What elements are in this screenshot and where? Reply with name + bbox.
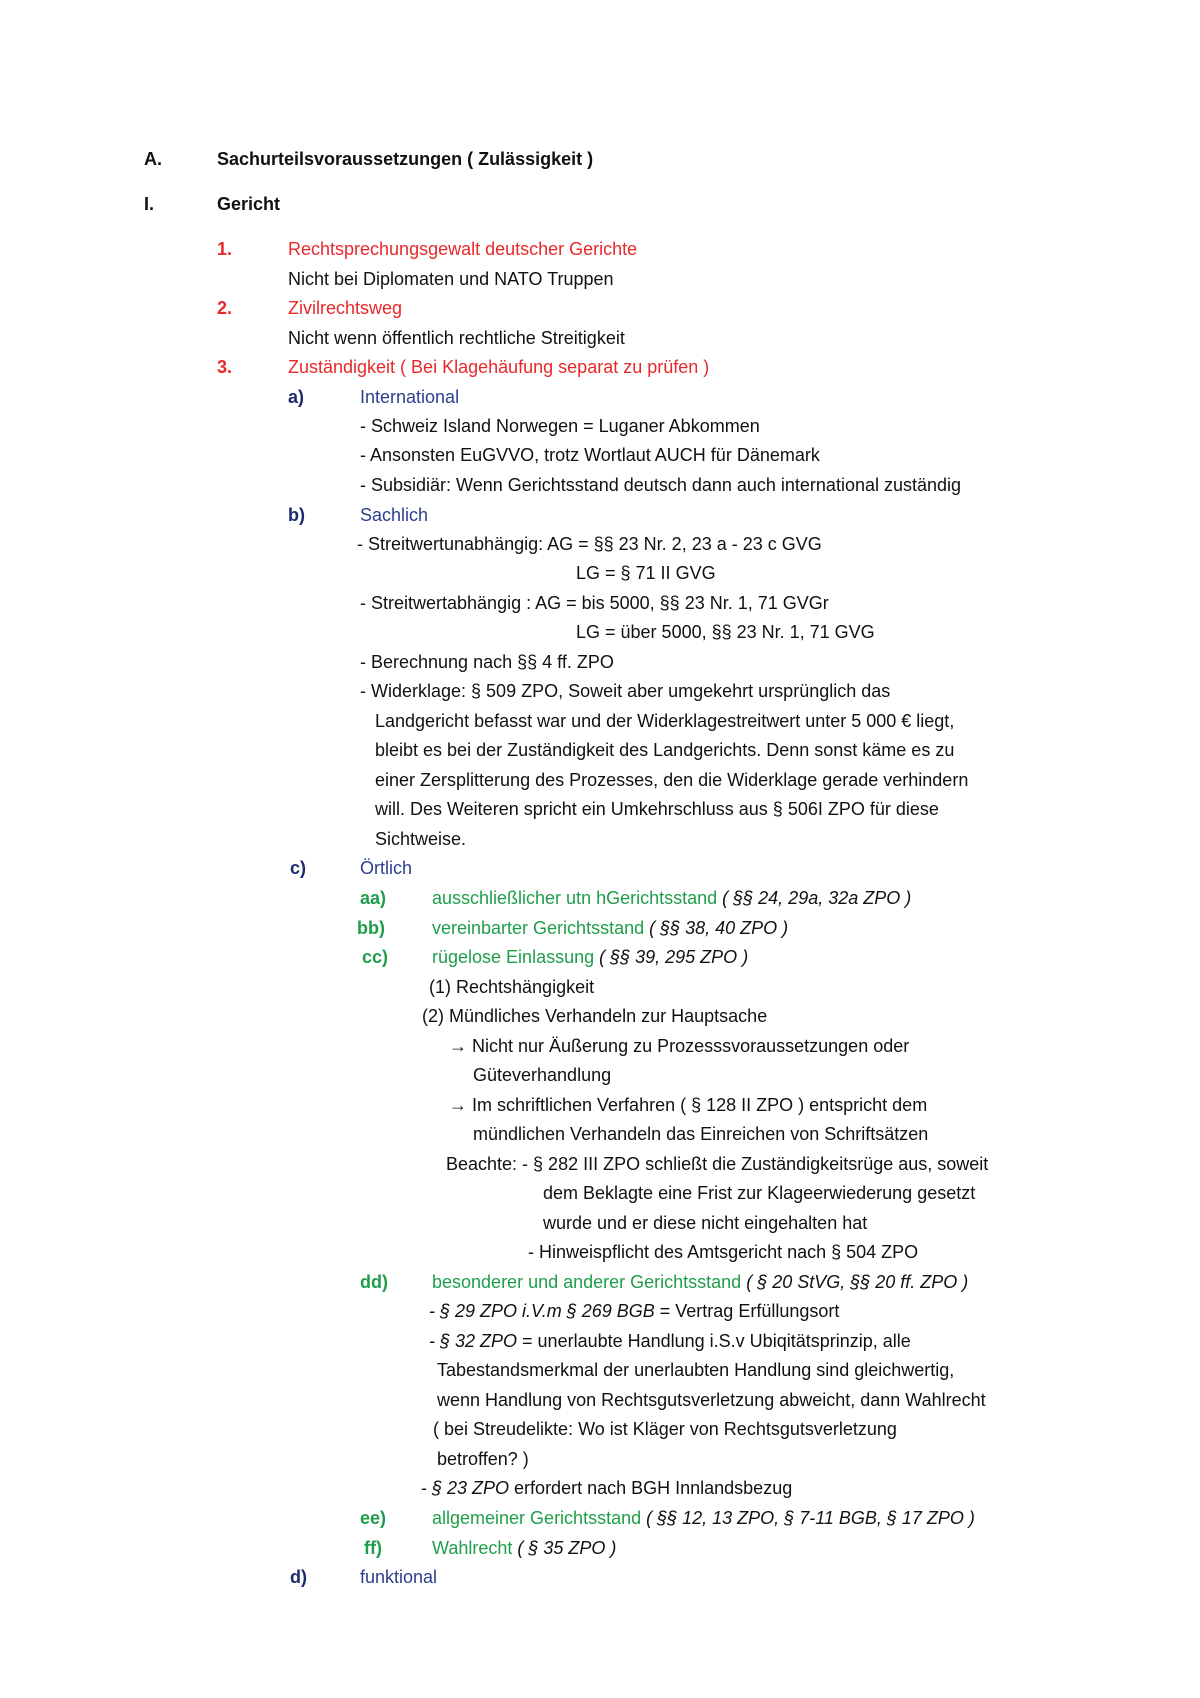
sub-dd-text xyxy=(429,1330,911,1352)
item-1-text: Nicht bei Diplomaten und NATO Truppen xyxy=(288,269,614,289)
sub-cc-text: (2) Mündliches Verhandeln zur Hauptsache xyxy=(422,1006,768,1026)
sub-dd-text: ( bei Streudelikte: Wo ist Kläger von Rechtsgutsverletzung xyxy=(433,1419,897,1439)
sub-ee-heading: allgemeiner Gerichtsstand xyxy=(432,1508,642,1528)
sub-a-label: a) xyxy=(288,387,305,407)
sub-aa-heading: ausschließlicher utn hGerichtsstand xyxy=(432,888,718,908)
sub-dd-text-body: = unerlaubte Handlung i.S.v Ubiqitätsprinzip, alle xyxy=(517,1331,911,1351)
sub-b-line: - Streitwertunabhängig: AG = §§ 23 Nr. 2, 23 a - 23 c GVG xyxy=(357,534,822,554)
sub-b-line: LG = über 5000, §§ 23 Nr. 1, 71 GVG xyxy=(576,622,875,642)
sub-cc-text: dem Beklagte eine Frist zur Klageerwiederung gesetzt xyxy=(543,1183,976,1203)
heading-a-title: Sachurteilsvoraussetzungen ( Zulässigkeit ) xyxy=(217,149,594,169)
sub-dd-text xyxy=(421,1477,792,1499)
sub-dd-line xyxy=(432,1271,968,1293)
sub-bb-line xyxy=(432,917,788,939)
sub-cc-text: Güteverhandlung xyxy=(473,1065,612,1085)
sub-b-line: bleibt es bei der Zuständigkeit des Landgerichts. Denn sonst käme es zu xyxy=(375,740,955,760)
item-3-number: 3. xyxy=(217,357,233,377)
sub-bb-label: bb) xyxy=(357,918,385,938)
sub-cc-text: mündlichen Verhandeln das Einreichen von Schriftsätzen xyxy=(473,1124,929,1144)
sub-a-line: - Subsidiär: Wenn Gerichtsstand deutsch dann auch international zuständig xyxy=(360,475,962,495)
sub-ff-line xyxy=(432,1537,616,1559)
sub-b-line: Landgericht befasst war und der Widerklagestreitwert unter 5 000 € liegt, xyxy=(375,711,955,731)
sub-cc-text: - Hinweispflicht des Amtsgericht nach § 504 ZPO xyxy=(528,1242,919,1262)
sub-cc-text: → Im schriftlichen Verfahren ( § 128 II ZPO ) entspricht dem xyxy=(449,1095,928,1115)
item-1-number: 1. xyxy=(217,239,233,259)
sub-ff-heading: Wahlrecht xyxy=(432,1538,513,1558)
sub-b-line: - Widerklage: § 509 ZPO, Soweit aber umgekehrt ursprünglich das xyxy=(360,681,891,701)
sub-a-heading: International xyxy=(360,387,460,407)
sub-ff-label: ff) xyxy=(364,1538,382,1558)
item-2-number: 2. xyxy=(217,298,233,318)
heading-i-number: I. xyxy=(144,194,155,214)
sub-c-label: c) xyxy=(290,858,307,878)
sub-b-label: b) xyxy=(288,505,305,525)
sub-cc-text: Beachte: - § 282 III ZPO schließt die Zuständigkeitsrüge aus, soweit xyxy=(446,1154,989,1174)
sub-d-label: d) xyxy=(290,1567,307,1587)
sub-b-line: will. Des Weiteren spricht ein Umkehrschluss aus § 506I ZPO für diese xyxy=(375,799,939,819)
heading-i-title: Gericht xyxy=(217,194,281,214)
sub-aa-label: aa) xyxy=(360,888,387,908)
sub-dd-text xyxy=(429,1300,839,1322)
sub-cc-text: wurde und er diese nicht eingehalten hat xyxy=(543,1213,868,1233)
sub-dd-label: dd) xyxy=(360,1272,388,1292)
sub-aa-reference: ( §§ 24, 29a, 32a ZPO ) xyxy=(717,888,912,908)
sub-dd-text-ref: § 23 ZPO xyxy=(432,1478,510,1498)
sub-bb-reference: ( §§ 38, 40 ZPO ) xyxy=(644,918,789,938)
sub-cc-heading: rügelose Einlassung xyxy=(432,947,595,967)
sub-dd-text-dash: - xyxy=(421,1478,432,1498)
sub-dd-text-body: erfordert nach BGH Innlandsbezug xyxy=(509,1478,793,1498)
sub-cc-line xyxy=(432,946,748,968)
sub-b-heading: Sachlich xyxy=(360,505,429,525)
sub-b-line: einer Zersplitterung des Prozesses, den die Widerklage gerade verhindern xyxy=(375,770,969,790)
item-2-text: Nicht wenn öffentlich rechtliche Streitigkeit xyxy=(288,328,625,348)
sub-dd-text: Tabestandsmerkmal der unerlaubten Handlung sind gleichwertig, xyxy=(437,1360,955,1380)
sub-ee-line xyxy=(432,1507,975,1529)
sub-ee-reference: ( §§ 12, 13 ZPO, § 7-11 BGB, § 17 ZPO ) xyxy=(641,1508,975,1528)
sub-b-line: Sichtweise. xyxy=(375,829,467,849)
sub-a-line: - Schweiz Island Norwegen = Luganer Abkommen xyxy=(360,416,760,436)
item-3-title: Zuständigkeit ( Bei Klagehäufung separat zu prüfen ) xyxy=(288,357,710,377)
sub-a-line: - Ansonsten EuGVVO, trotz Wortlaut AUCH für Dänemark xyxy=(360,445,820,465)
sub-cc-label: cc) xyxy=(362,947,389,967)
sub-c-heading: Örtlich xyxy=(360,858,413,878)
sub-dd-reference: ( § 20 StVG, §§ 20 ff. ZPO ) xyxy=(741,1272,969,1292)
sub-cc-text: → Nicht nur Äußerung zu Prozesssvoraussetzungen oder xyxy=(449,1036,910,1056)
sub-dd-text: betroffen? ) xyxy=(437,1449,529,1469)
item-1-title: Rechtsprechungsgewalt deutscher Gerichte xyxy=(288,239,638,259)
sub-bb-heading: vereinbarter Gerichtsstand xyxy=(432,918,645,938)
sub-b-line: LG = § 71 II GVG xyxy=(576,563,716,583)
sub-ff-reference: ( § 35 ZPO ) xyxy=(512,1538,617,1558)
sub-dd-text-ref: - § 29 ZPO i.V.m § 269 BGB xyxy=(429,1301,655,1321)
sub-aa-line xyxy=(432,887,911,909)
sub-dd-text-ref: - § 32 ZPO xyxy=(429,1331,518,1351)
sub-ee-label: ee) xyxy=(360,1508,387,1528)
sub-dd-text-body: = Vertrag Erfüllungsort xyxy=(654,1301,840,1321)
heading-a-number: A. xyxy=(144,149,162,169)
sub-b-line: - Berechnung nach §§ 4 ff. ZPO xyxy=(360,652,614,672)
sub-cc-text: (1) Rechtshängigkeit xyxy=(429,977,595,997)
sub-b-line: - Streitwertabhängig : AG = bis 5000, §§ 23 Nr. 1, 71 GVGr xyxy=(360,593,829,613)
sub-cc-reference: ( §§ 39, 295 ZPO ) xyxy=(594,947,749,967)
sub-dd-text: wenn Handlung von Rechtsgutsverletzung abweicht, dann Wahlrecht xyxy=(437,1390,986,1410)
item-2-title: Zivilrechtsweg xyxy=(288,298,403,318)
sub-dd-heading: besonderer und anderer Gerichtsstand xyxy=(432,1272,742,1292)
sub-d-heading: funktional xyxy=(360,1567,438,1587)
